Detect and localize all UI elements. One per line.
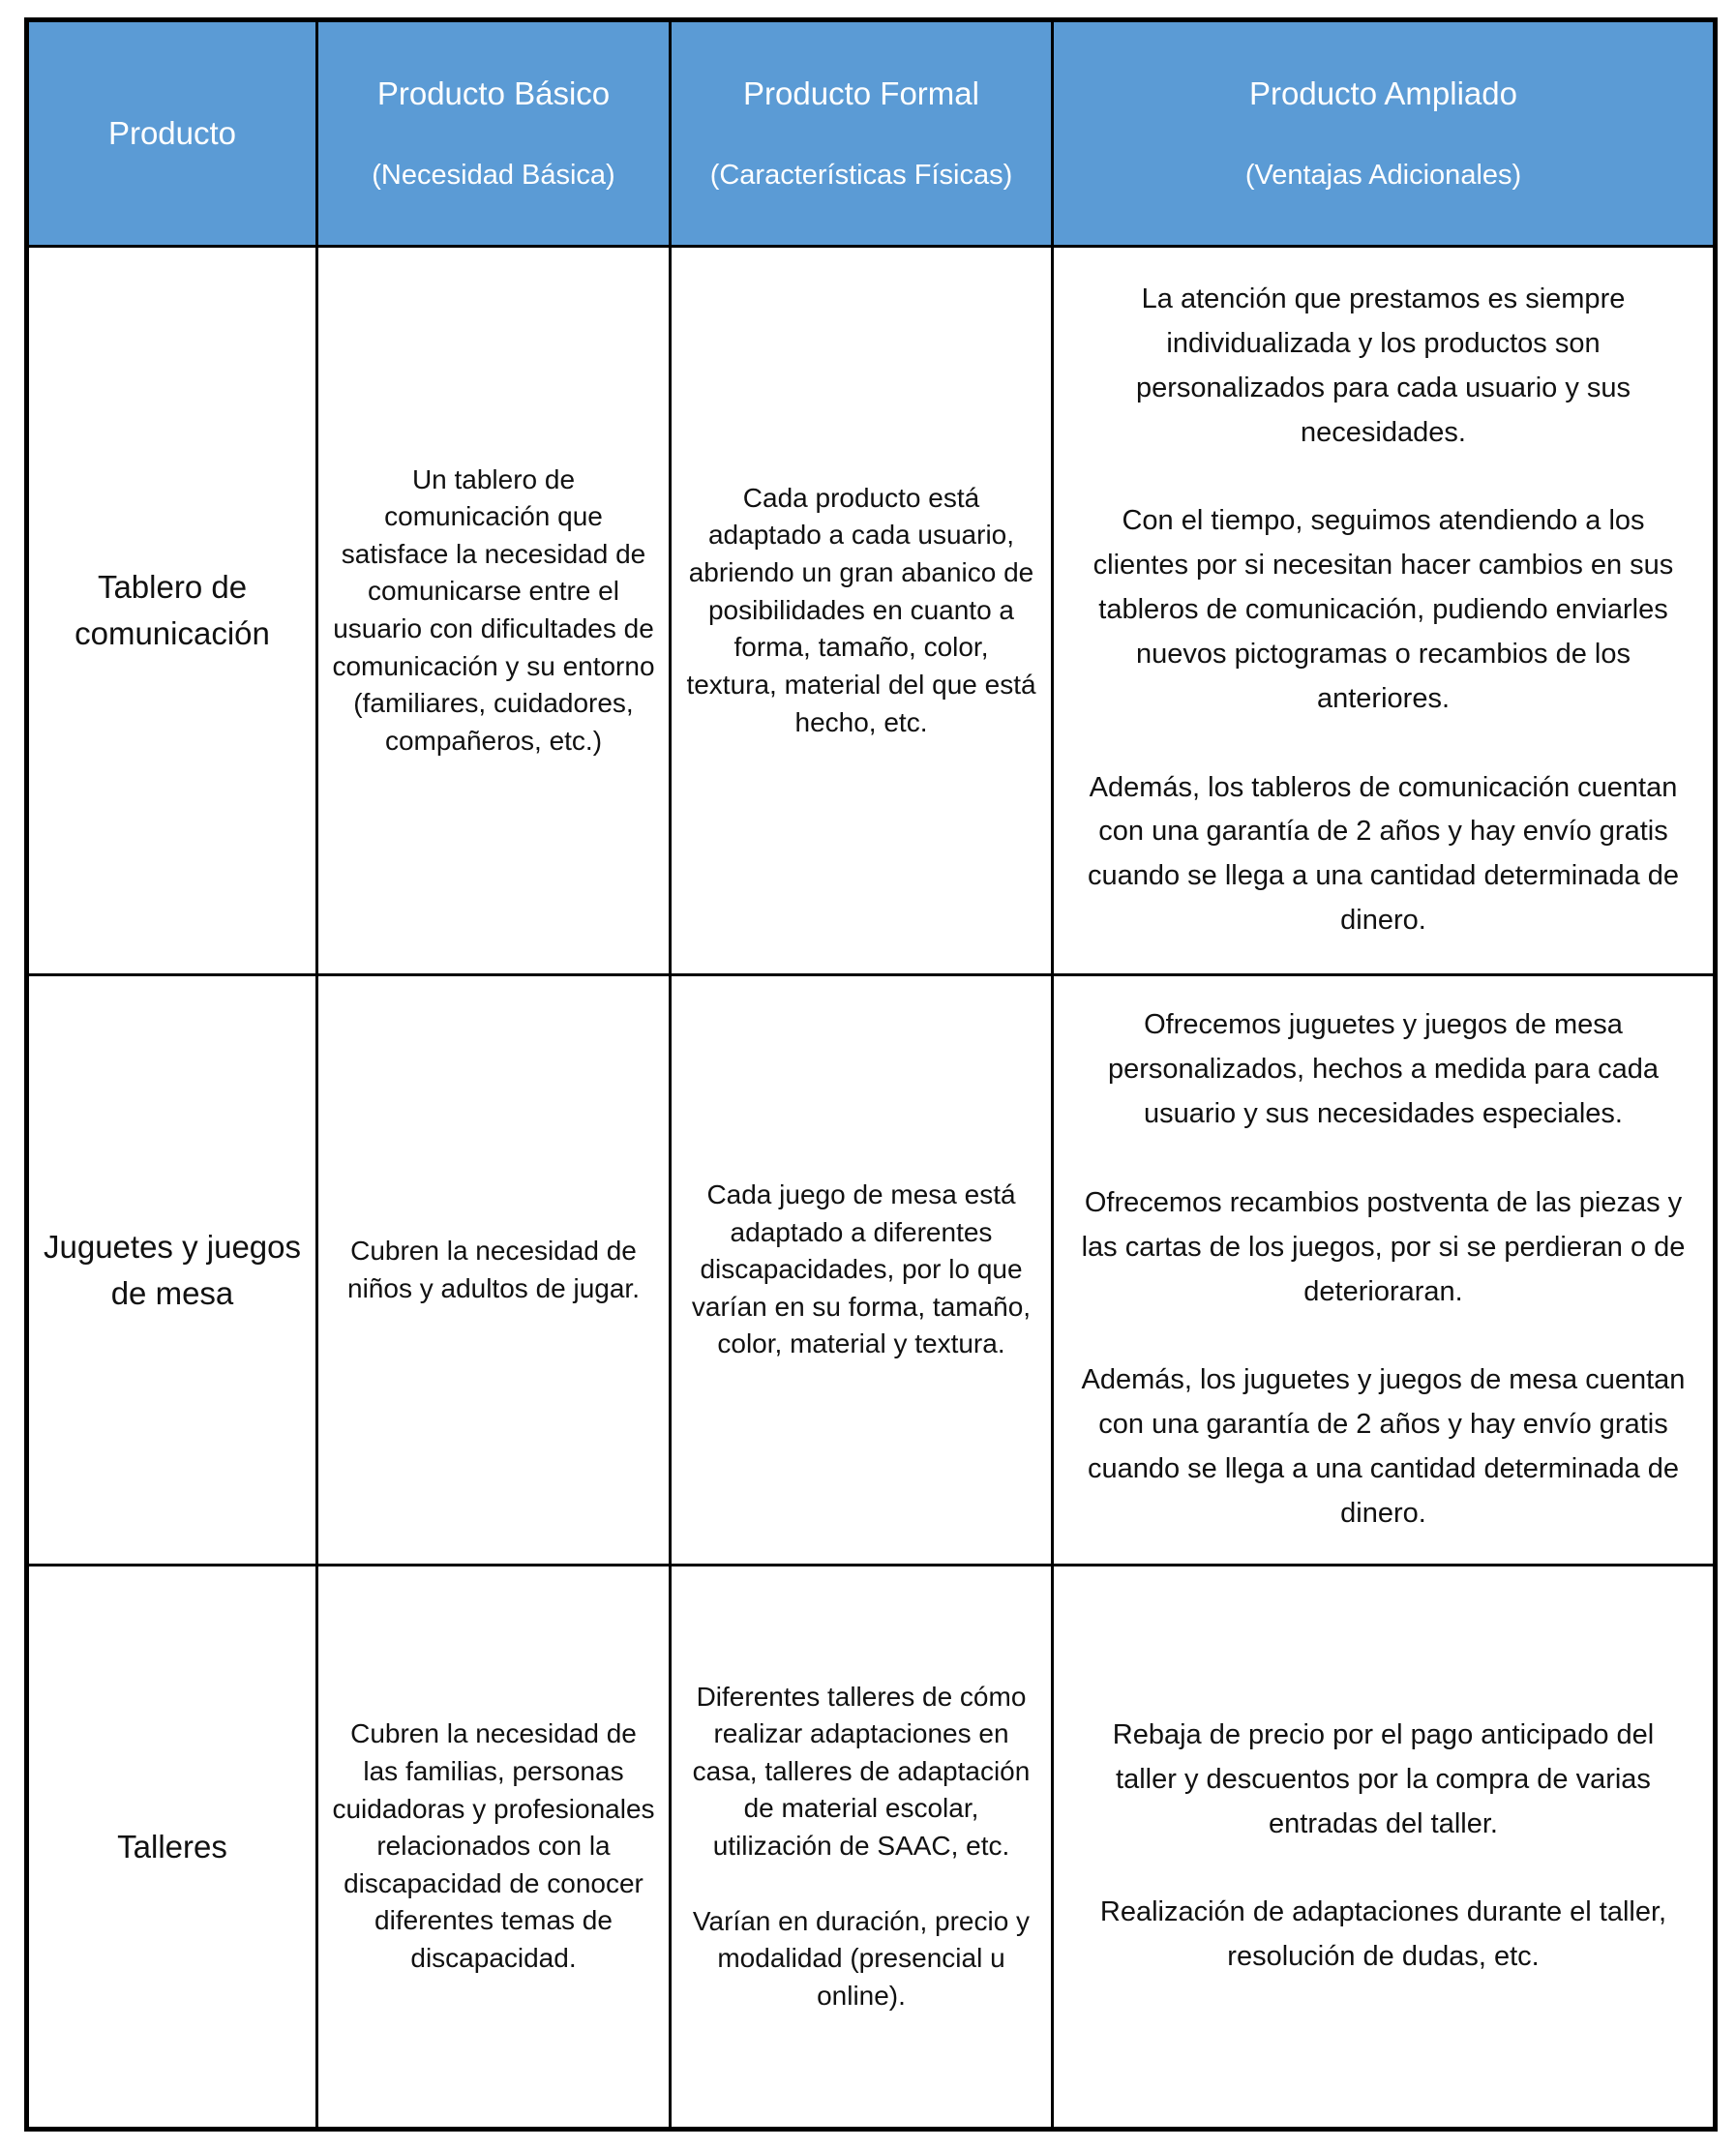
cell-producto-formal [671, 247, 1053, 975]
header-cell-producto-basico [317, 20, 671, 247]
cell-paragraph: Juguetes y juegos de mesa [43, 1228, 301, 1311]
header-cell-producto [27, 20, 317, 247]
cell-paragraph: Cubren la necesidad de las familias, personas cuidadoras y profesionales relacionados con la discapacidad de conocer diferentes temas de discapacidad. [332, 1718, 655, 1974]
header-title: Producto Ampliado [1248, 75, 1517, 111]
cell-paragraph: Rebaja de precio por el pago anticipado del taller y descuentos por la compra de varias entradas del taller. [1112, 1718, 1655, 1839]
cell-paragraph: Un tablero de comunicación que satisface la necesidad de comunicarse entre el usuario con dificultades de comunicación y su entorno (familiares, cuidadores, compañeros, etc.) [332, 463, 655, 756]
cell-paragraph: Ofrecemos recambios postventa de las piezas y las cartas de los juegos, por si se perdieran o de deterioraran. [1081, 1186, 1686, 1307]
table-row-tablero-de-comunicacion [27, 247, 1716, 975]
cell-producto-ampliado [1053, 975, 1716, 1566]
header-cell-producto-formal [671, 20, 1053, 247]
cell-paragraph: Cada juego de mesa está adaptado a diferentes discapacidades, por lo que varían en su forma, tamaño, color, material y textura. [691, 1178, 1032, 1359]
cell-producto-ampliado [1053, 1566, 1716, 2130]
cell-paragraph: La atención que prestamos es siempre individualizada y los productos son personalizados para cada usuario y sus necesidades. [1135, 283, 1631, 448]
cell-producto-formal [671, 975, 1053, 1566]
cell-producto-name [27, 247, 317, 975]
header-title: Producto Básico [376, 75, 611, 111]
cell-paragraph: Cada producto está adaptado a cada usuario, abriendo un gran abanico de posibilidades en cuanto a forma, tamaño, color, textura, material del que está hecho, etc. [686, 482, 1036, 737]
cell-paragraph: Ofrecemos juguetes y juegos de mesa personalizados, hechos a medida para cada usuario y sus necesidades especiales. [1107, 1009, 1660, 1130]
cell-paragraph: Además, los tableros de comunicación cuentan con una garantía de 2 años y hay envío gratis cuando se llega a una cantidad determinada de dinero. [1087, 771, 1680, 936]
cell-paragraph: Tablero de comunicación [75, 569, 270, 651]
cell-paragraph: Varían en duración, precio y modalidad (presencial u online). [692, 1905, 1031, 2011]
product-levels-table [24, 17, 1718, 2132]
header-subtitle: (Características Físicas) [709, 160, 1013, 192]
cell-producto-name [27, 1566, 317, 2130]
cell-paragraph: Con el tiempo, seguimos atendiendo a los clientes por si necesitan hacer cambios en sus tableros de comunicación, pudiendo enviarles nuevos pictogramas o recambios de los anteriores. [1092, 505, 1674, 714]
header-row [27, 20, 1716, 247]
cell-producto-formal [671, 1566, 1053, 2130]
cell-paragraph: Realización de adaptaciones durante el taller, resolución de dudas, etc. [1099, 1896, 1667, 1973]
table-row-juguetes-y-juegos-de-mesa [27, 975, 1716, 1566]
cell-paragraph: Además, los juguetes y juegos de mesa cuentan con una garantía de 2 años y hay envío gratis cuando se llega a una cantidad determinada de dinero. [1081, 1364, 1686, 1529]
header-title: Producto [107, 115, 237, 152]
cell-producto-name [27, 975, 317, 1566]
cell-paragraph: Cubren la necesidad de niños y adultos de jugar. [347, 1235, 640, 1303]
header-subtitle: (Ventajas Adicionales) [1244, 160, 1522, 192]
cell-producto-ampliado [1053, 247, 1716, 975]
header-cell-producto-ampliado [1053, 20, 1716, 247]
header-title: Producto Formal [743, 75, 979, 111]
cell-paragraph: Diferentes talleres de cómo realizar adaptaciones en casa, talleres de adaptación de material escolar, utilización de SAAC, etc. [692, 1681, 1031, 1861]
table-row-talleres [27, 1566, 1716, 2130]
header-subtitle: (Necesidad Básica) [372, 160, 615, 192]
cell-producto-basico [317, 247, 671, 975]
cell-paragraph: Talleres [117, 1828, 227, 1865]
cell-producto-basico [317, 975, 671, 1566]
cell-producto-basico [317, 1566, 671, 2130]
